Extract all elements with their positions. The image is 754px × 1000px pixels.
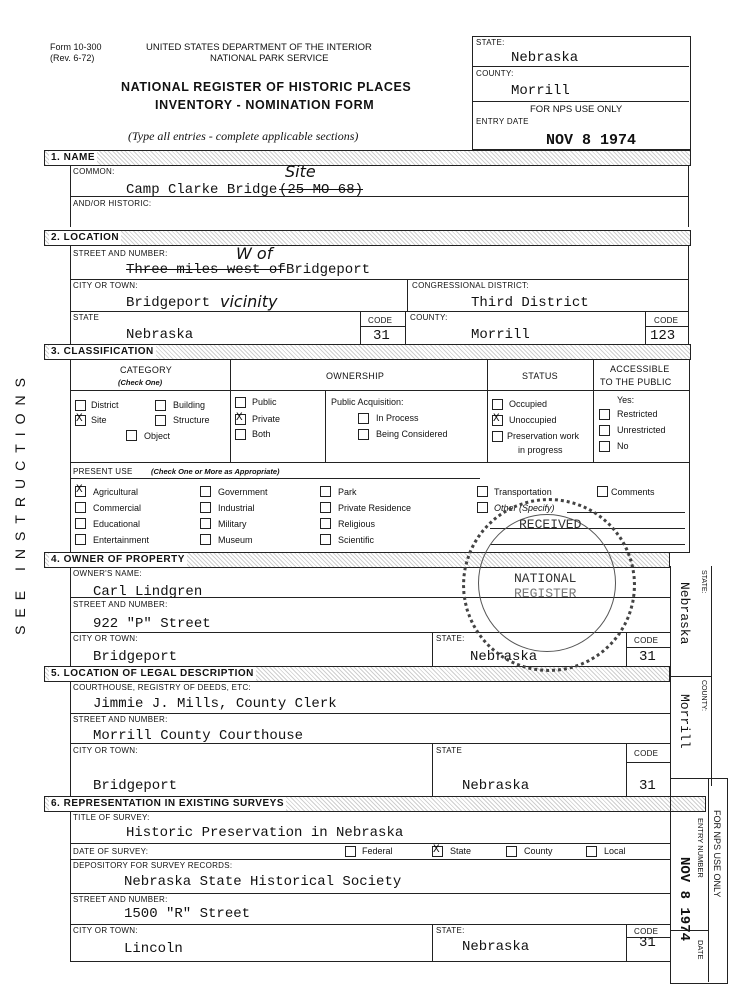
instructions-note: (Type all entries - complete applicable sections) [128, 129, 359, 143]
owner-name: Carl Lindgren [93, 584, 203, 600]
corner-state-label: STATE: [476, 38, 505, 47]
handwritten-site: Site [285, 162, 316, 181]
commercial-checkbox[interactable] [75, 502, 86, 513]
agricultural-label: Agricultural [93, 487, 139, 497]
section-5-title: 5. LOCATION OF LEGAL DESCRIPTION [51, 668, 254, 679]
survey-street: 1500 "R" Street [124, 906, 251, 922]
section-3-bar [44, 344, 691, 360]
structure-label: Structure [173, 415, 210, 425]
legal-code: 31 [639, 778, 656, 794]
strip-state-label: STATE: [700, 570, 707, 594]
survey-title-label: TITLE OF SURVEY: [73, 813, 150, 822]
street-value: Bridgeport [286, 262, 371, 278]
owner-city-label: CITY OR TOWN: [73, 634, 138, 643]
courthouse-value: Jimmie J. Mills, County Clerk [93, 696, 337, 712]
legal-code-label: CODE [634, 749, 659, 758]
unrestricted-label: Unrestricted [617, 425, 666, 435]
unrestricted-checkbox[interactable] [599, 425, 610, 436]
nps-use-only: FOR NPS USE ONLY [530, 104, 623, 115]
section-2-title: 2. LOCATION [51, 232, 120, 243]
building-label: Building [173, 400, 206, 410]
religious-label: Religious [338, 519, 376, 529]
public-acquisition-label: Public Acquisition: [331, 397, 404, 407]
section-2-bar [44, 230, 691, 246]
industrial-checkbox[interactable] [200, 502, 211, 513]
form-title-2: INVENTORY - NOMINATION FORM [155, 98, 375, 112]
county-code: 123 [650, 328, 676, 344]
other-checkbox[interactable] [477, 502, 488, 513]
entry-date-stamp: NOV 8 1974 [546, 132, 637, 149]
government-checkbox[interactable] [200, 486, 211, 497]
owner-city: Bridgeport [93, 649, 178, 665]
section-4-title: 4. OWNER OF PROPERTY [51, 554, 185, 565]
scientific-checkbox[interactable] [320, 534, 331, 545]
being-considered-label: Being Considered [376, 429, 448, 439]
corner-county: Morrill [511, 83, 570, 99]
private-residence-label: Private Residence [338, 503, 412, 513]
department: UNITED STATES DEPARTMENT OF THE INTERIOR [146, 42, 372, 53]
survey-street-label: STREET AND NUMBER: [73, 895, 168, 904]
form-title-1: NATIONAL REGISTER OF HISTORIC PLACES [121, 80, 412, 94]
object-label: Object [144, 431, 171, 441]
private-label: Private [252, 414, 281, 424]
section-1-title: 1. NAME [51, 152, 96, 163]
restricted-checkbox[interactable] [599, 409, 610, 420]
county-survey-checkbox[interactable] [506, 846, 517, 857]
entry-date-label: ENTRY DATE [476, 117, 529, 126]
government-label: Government [218, 487, 268, 497]
section-6-bar [44, 796, 706, 812]
owner-street: 922 "P" Street [93, 616, 211, 632]
no-label: No [617, 441, 629, 451]
category-sub: (Check One) [118, 378, 163, 387]
entertainment-checkbox[interactable] [75, 534, 86, 545]
unoccupied-label: Unoccupied [509, 415, 557, 425]
owner-code-label: CODE [634, 636, 659, 645]
private-residence-checkbox[interactable] [320, 502, 331, 513]
in-process-checkbox[interactable] [358, 413, 369, 424]
strip-nps-use: FOR NPS USE ONLY [712, 810, 722, 898]
present-use-label: PRESENT USE [73, 467, 133, 476]
section-6-title: 6. REPRESENTATION IN EXISTING SURVEYS [51, 798, 284, 809]
preservation-label-2: in progress [518, 445, 563, 455]
military-checkbox[interactable] [200, 518, 211, 529]
city-label: CITY OR TOWN: [73, 281, 138, 290]
handwritten-w-of: W of [236, 244, 273, 263]
owner-state-label: STATE: [436, 634, 465, 643]
accessible-header-1: ACCESSIBLE [610, 364, 670, 374]
military-label: Military [218, 519, 247, 529]
depository-value: Nebraska State Historical Society [124, 874, 402, 890]
yes-label: Yes: [617, 395, 635, 405]
county-label: COUNTY: [410, 313, 448, 322]
depository-label: DEPOSITORY FOR SURVEY RECORDS: [73, 861, 233, 870]
handwritten-vicinity: vicinity [220, 292, 278, 311]
owner-code: 31 [639, 649, 656, 665]
street-struck: Three miles west of [126, 262, 286, 278]
common-name: Camp Clarke Bridge [126, 182, 278, 198]
code-label: CODE [368, 316, 393, 325]
accessible-header-2: TO THE PUBLIC [600, 377, 672, 387]
site-label: Site [91, 415, 107, 425]
no-checkbox[interactable] [599, 441, 610, 452]
state-value: Nebraska [126, 327, 194, 343]
form-number: Form 10-300 [50, 42, 102, 52]
courthouse-label: COURTHOUSE, REGISTRY OF DEEDS, ETC: [73, 683, 252, 692]
survey-city: Lincoln [124, 941, 183, 957]
common-label: COMMON: [73, 167, 115, 176]
site-checkbox[interactable] [75, 415, 86, 426]
park-label: Park [338, 487, 357, 497]
survey-city-label: CITY OR TOWN: [73, 926, 138, 935]
federal-checkbox[interactable] [345, 846, 356, 857]
strip-date-label: DATE [696, 940, 705, 960]
owner-name-label: OWNER'S NAME: [73, 569, 142, 578]
agricultural-checkbox[interactable] [75, 486, 86, 497]
educational-label: Educational [93, 519, 141, 529]
state-survey-checkbox[interactable] [432, 846, 443, 857]
transportation-label: Transportation [494, 487, 552, 497]
see-instructions-side: SEE INSTRUCTIONS [12, 370, 28, 635]
legal-street-label: STREET AND NUMBER: [73, 715, 168, 724]
comments-label: Comments [611, 487, 655, 497]
state-survey-label: State [450, 846, 472, 856]
congressional-value: Third District [471, 295, 589, 311]
legal-city: Bridgeport [93, 778, 178, 794]
restricted-label: Restricted [617, 409, 658, 419]
status-header: STATUS [522, 371, 558, 381]
form-revision: (Rev. 6-72) [50, 53, 95, 63]
private-checkbox[interactable] [235, 414, 246, 425]
religious-checkbox[interactable] [320, 518, 331, 529]
local-checkbox[interactable] [586, 846, 597, 857]
other-label: Other (Specify) [494, 503, 555, 513]
strip-state: Nebraska [677, 582, 692, 645]
survey-state: Nebraska [462, 939, 530, 955]
both-checkbox[interactable] [235, 429, 246, 440]
corner-county-label: COUNTY: [476, 69, 514, 78]
state-label: STATE [73, 313, 100, 322]
strip-county: Morrill [677, 694, 692, 749]
federal-label: Federal [362, 846, 393, 856]
commercial-label: Commercial [93, 503, 142, 513]
strip-entry-number: ENTRY NUMBER [696, 818, 705, 878]
occupied-label: Occupied [509, 399, 548, 409]
survey-code: 31 [639, 935, 656, 951]
section-1-bar [44, 150, 691, 166]
industrial-label: Industrial [218, 503, 255, 513]
park-checkbox[interactable] [320, 486, 331, 497]
preservation-label-1: Preservation work [507, 431, 580, 441]
museum-label: Museum [218, 535, 253, 545]
present-use-sub: (Check One or More as Appropriate) [151, 467, 280, 476]
district-label: District [91, 400, 119, 410]
stamp-national: NATIONAL [514, 571, 577, 586]
structure-checkbox[interactable] [155, 415, 166, 426]
survey-date-label: DATE OF SURVEY: [73, 847, 149, 856]
congressional-label: CONGRESSIONAL DISTRICT: [412, 281, 529, 290]
owner-street-label: STREET AND NUMBER: [73, 600, 168, 609]
survey-title: Historic Preservation in Nebraska [126, 825, 404, 841]
public-checkbox[interactable] [235, 397, 246, 408]
scientific-label: Scientific [338, 535, 375, 545]
section-3-title: 3. CLASSIFICATION [51, 346, 154, 357]
county-value: Morrill [471, 327, 530, 343]
local-label: Local [604, 846, 626, 856]
state-code: 31 [373, 328, 390, 344]
survey-code-label: CODE [634, 927, 659, 936]
public-label: Public [252, 397, 277, 407]
legal-city-label: CITY OR TOWN: [73, 746, 138, 755]
educational-checkbox[interactable] [75, 518, 86, 529]
in-process-label: In Process [376, 413, 419, 423]
county-survey-label: County [524, 846, 553, 856]
transportation-checkbox[interactable] [477, 486, 488, 497]
andor-historic-label: AND/OR HISTORIC: [73, 199, 152, 208]
stamp-received: RECEIVED [519, 517, 582, 532]
county-code-label: CODE [654, 316, 679, 325]
being-considered-checkbox[interactable] [358, 429, 369, 440]
park-service: NATIONAL PARK SERVICE [210, 53, 329, 64]
corner-state: Nebraska [511, 50, 579, 66]
street-label: STREET AND NUMBER: [73, 249, 168, 258]
strip-county-label: COUNTY: [700, 680, 707, 712]
survey-state-label: STATE: [436, 926, 465, 935]
comments-checkbox[interactable] [597, 486, 608, 497]
museum-checkbox[interactable] [200, 534, 211, 545]
common-struck-text: (25 MO 68) [279, 182, 364, 198]
category-header: CATEGORY [120, 365, 173, 375]
district-checkbox[interactable] [75, 400, 86, 411]
legal-street: Morrill County Courthouse [93, 728, 304, 744]
owner-state: Nebraska [470, 649, 538, 665]
strip-entry-stamp: NOV 8 1974 [676, 857, 692, 942]
occupied-checkbox[interactable] [492, 399, 503, 410]
ownership-header: OWNERSHIP [326, 371, 385, 381]
entertainment-label: Entertainment [93, 535, 150, 545]
preservation-checkbox[interactable] [492, 431, 503, 442]
legal-state-label: STATE [436, 746, 463, 755]
section-5-bar [44, 666, 670, 682]
object-checkbox[interactable] [126, 430, 137, 441]
city-value: Bridgeport [126, 295, 211, 311]
both-label: Both [252, 429, 271, 439]
legal-state: Nebraska [462, 778, 530, 794]
stamp-register: REGISTER [514, 586, 577, 601]
building-checkbox[interactable] [155, 400, 166, 411]
unoccupied-checkbox[interactable] [492, 415, 503, 426]
